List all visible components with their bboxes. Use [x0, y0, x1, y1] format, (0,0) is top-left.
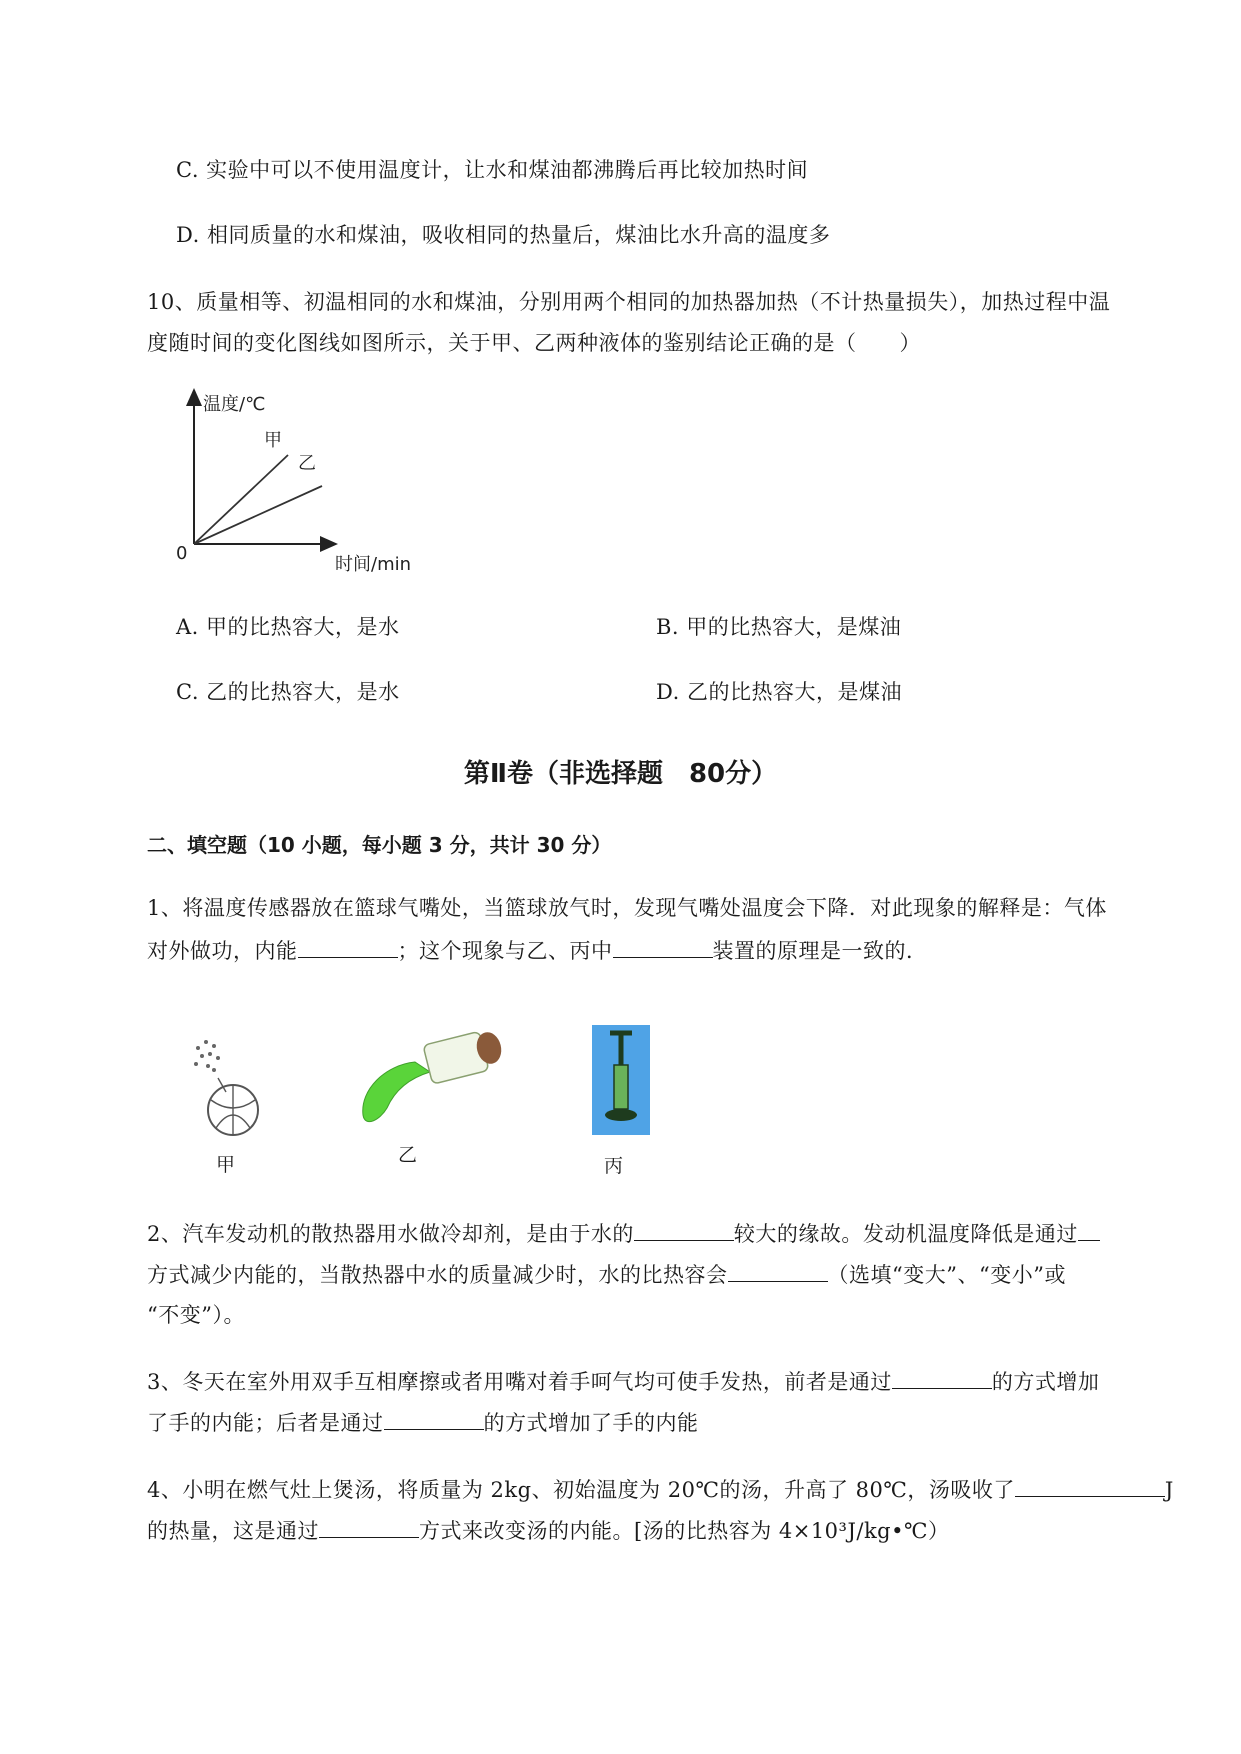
temperature-time-graph	[170, 388, 430, 578]
q10-stem-line1: 10、质量相等、初温相同的水和煤油，分别用两个相同的加热器加热（不计热量损失），加热过程中温	[147, 290, 1111, 314]
fq2-blank-2[interactable]	[1078, 1218, 1100, 1241]
section2-heading: 二、填空题（10 小题，每小题 3 分，共计 30 分）	[147, 833, 612, 857]
fq1-text-a: 对外做功，内能	[147, 939, 298, 963]
fq3-blank-1[interactable]	[892, 1366, 992, 1389]
fq2-line2	[147, 1259, 1066, 1290]
fq4-blank-1[interactable]	[1015, 1474, 1165, 1497]
fq4-text-d: 方式来改变汤的内能。[汤的比热容为 4×10³J/kg•℃）	[419, 1519, 950, 1543]
fq1-line1: 1、将温度传感器放在篮球气嘴处，当篮球放气时，发现气嘴处温度会下降．对此现象的解释是：气体	[147, 896, 1107, 920]
fq3-text-a: 3、冬天在室外用双手互相摩擦或者用嘴对着手呵气均可使手发热，前者是通过	[147, 1370, 892, 1394]
fq4-text-a: 4、小明在燃气灶上煲汤，将质量为 2kg、初始温度为 20℃的汤，升高了 80℃，汤吸收了	[147, 1478, 1015, 1502]
fq4-blank-2[interactable]	[319, 1515, 419, 1538]
fq4-text-b: J	[1164, 1478, 1174, 1502]
series-label-yi: 乙	[298, 453, 316, 474]
basketball-figure	[178, 1030, 278, 1140]
fq1-blank-2[interactable]	[613, 935, 713, 958]
part2-title: 第Ⅱ卷（非选择题 80分）	[463, 759, 778, 789]
fq1-text-b: ；这个现象与乙、丙中	[397, 939, 613, 963]
q10-option-c: C. 乙的比热容大，是水	[176, 680, 400, 704]
fq4-line1	[147, 1474, 1174, 1505]
fq2-line1	[147, 1218, 1100, 1249]
q9-option-d: D. 相同质量的水和煤油，吸收相同的热量后，煤油比水升高的温度多	[176, 223, 831, 247]
fq2-text-a: 2、汽车发动机的散热器用水做冷却剂，是由于水的	[147, 1222, 634, 1246]
origin-label: 0	[176, 543, 188, 564]
figure-label-bing: 丙	[604, 1155, 624, 1177]
series-label-jia: 甲	[264, 430, 282, 451]
q9-option-c: C. 实验中可以不使用温度计，让水和煤油都沸腾后再比较加热时间	[176, 158, 809, 182]
fq3-text-c: 了手的内能；后者是通过	[147, 1411, 384, 1435]
fq1-line2	[147, 935, 928, 966]
figure-label-yi: 乙	[398, 1144, 418, 1166]
fq3-text-d: 的方式增加了手的内能	[483, 1411, 699, 1435]
fq3-line1	[147, 1366, 1099, 1397]
q10-option-d: D. 乙的比热容大，是煤油	[656, 680, 902, 704]
q10-option-a: A. 甲的比热容大，是水	[176, 615, 400, 639]
q10-stem-line2: 度随时间的变化图线如图所示，关于甲、乙两种液体的鉴别结论正确的是（ ）	[147, 331, 921, 355]
pump-figure	[592, 1025, 652, 1140]
fq2-blank-1[interactable]	[634, 1218, 734, 1241]
y-axis-label: 温度/℃	[203, 394, 266, 415]
green-tube-figure	[355, 1020, 525, 1130]
q10-option-b: B. 甲的比热容大，是煤油	[656, 615, 902, 639]
figure-label-jia: 甲	[216, 1154, 236, 1176]
fq1-blank-1[interactable]	[298, 935, 398, 958]
fq4-line2	[147, 1515, 950, 1546]
fq3-blank-2[interactable]	[384, 1407, 484, 1430]
fq2-line3: “不变”）。	[147, 1303, 245, 1327]
fq2-blank-3[interactable]	[728, 1259, 828, 1282]
fq2-text-d: （选填“变大”、“变小”或	[827, 1263, 1066, 1287]
fq4-text-c: 的热量，这是通过	[147, 1519, 319, 1543]
fq3-text-b: 的方式增加	[991, 1370, 1100, 1394]
fq1-text-c: 装置的原理是一致的．	[712, 939, 928, 963]
fq2-text-b: 较大的缘故。发动机温度降低是通过	[733, 1222, 1078, 1246]
x-axis-label: 时间/min	[335, 554, 412, 575]
series-line-jia	[194, 455, 288, 544]
series-line-yi	[194, 486, 322, 544]
fq2-text-c: 方式减少内能的，当散热器中水的质量减少时，水的比热容会	[147, 1263, 728, 1287]
fq3-line2	[147, 1407, 699, 1438]
